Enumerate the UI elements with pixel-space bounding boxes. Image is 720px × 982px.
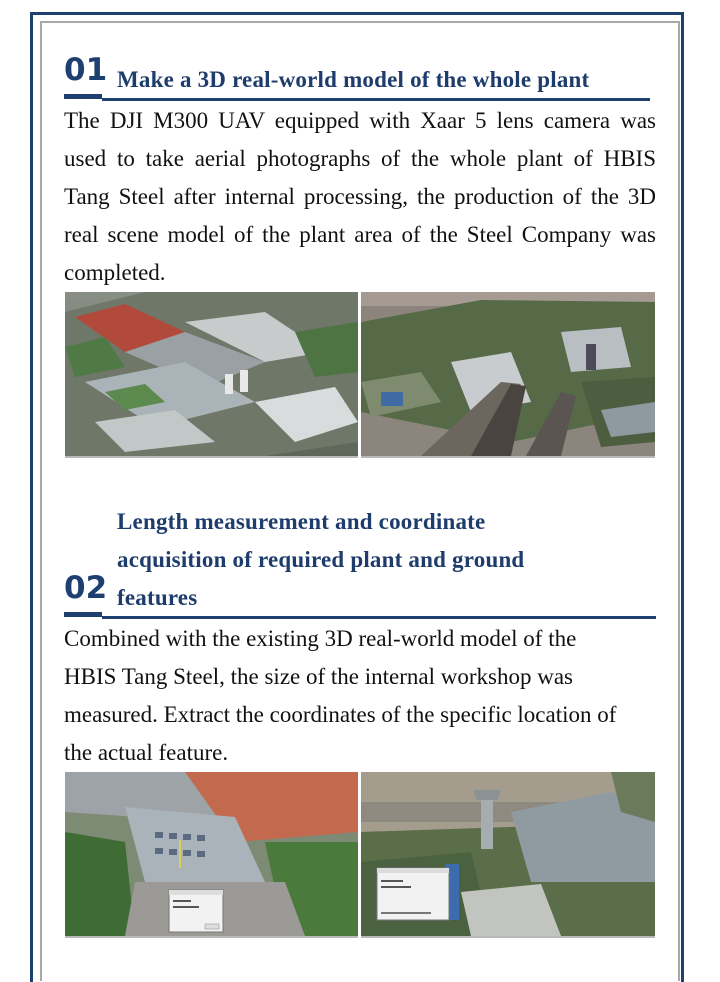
section-01-image-row <box>65 292 655 458</box>
section-number-underline <box>64 612 102 617</box>
section-number: 02 <box>64 570 108 606</box>
body-line: measured. Extract the coordinates of the specific location of <box>64 702 617 727</box>
section-number: 01 <box>64 52 108 88</box>
section-01-body: The DJI M300 UAV equipped with Xaar 5 lens camera was used to take aerial photographs of the whole plant of HBIS Tang Steel after internal processing, the production of the 3D real scene model of the plant area of the Steel Company was completed. <box>64 108 656 285</box>
section-number-underline <box>64 94 102 99</box>
section-title: Make a 3D real-world model of the whole plant <box>117 67 590 92</box>
body-line: the actual feature. <box>64 740 229 765</box>
section-title-line: features <box>117 585 198 610</box>
section-title <box>117 503 524 617</box>
body-line: Combined with the existing 3D real-world model of the <box>64 626 577 651</box>
3d-model-plant-panorama-image <box>361 292 655 458</box>
body-line: HBIS Tang Steel, the size of the internal workshop was <box>64 664 573 689</box>
coordinate-acquisition-view-image <box>361 772 655 938</box>
section-01-header <box>64 52 656 102</box>
section-02-body <box>64 620 656 772</box>
section-02-header <box>64 500 656 620</box>
section-title-line: acquisition of required plant and ground <box>117 547 525 572</box>
section-02-image-row <box>65 772 655 938</box>
measurement-building-view-image <box>65 772 358 938</box>
3d-model-plant-overview-image <box>65 292 358 458</box>
section-title-rule <box>102 616 656 619</box>
section-title-line: Length measurement and coordinate <box>117 509 486 534</box>
